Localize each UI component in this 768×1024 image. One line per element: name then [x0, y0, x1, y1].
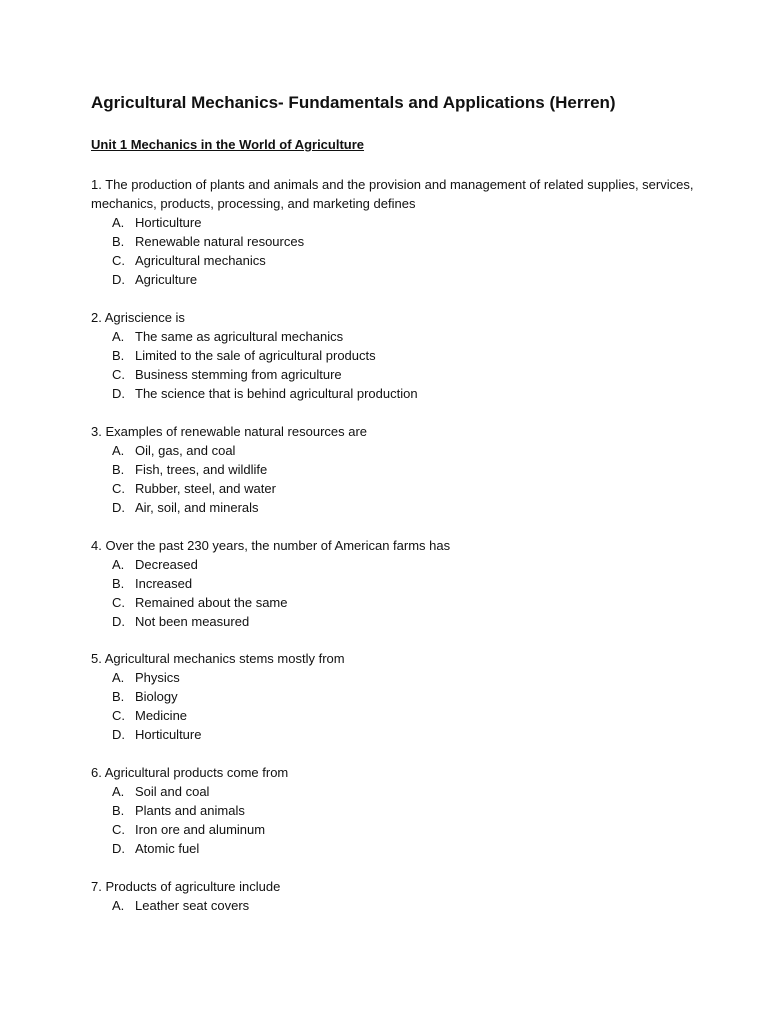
question-stem: 6. Agricultural products come from	[91, 765, 289, 780]
option-text: Limited to the sale of agricultural products	[135, 348, 376, 363]
option-item	[91, 270, 711, 289]
option-letter: C.	[112, 481, 125, 496]
option-letter: B.	[112, 576, 125, 591]
question-item	[91, 175, 711, 289]
option-text: Renewable natural resources	[135, 234, 305, 249]
option-list	[91, 213, 711, 289]
option-text: Biology	[135, 689, 178, 704]
option-text: Rubber, steel, and water	[135, 481, 276, 496]
option-text: Iron ore and aluminum	[135, 822, 266, 837]
option-item	[91, 839, 711, 858]
option-item	[91, 213, 711, 232]
question-item	[91, 649, 711, 744]
option-letter: D.	[112, 386, 125, 401]
question-stem: 1. The production of plants and animals and the provision and management of related supplies, services, mechanics, products, processing, and marketing defines	[91, 177, 694, 211]
option-text: Horticulture	[135, 215, 202, 230]
option-item	[91, 725, 711, 744]
option-list	[91, 668, 711, 744]
option-item	[91, 346, 711, 365]
option-letter: D.	[112, 727, 125, 742]
option-letter: B.	[112, 462, 125, 477]
question-stem: 4. Over the past 230 years, the number of American farms has	[91, 538, 451, 553]
option-letter: D.	[112, 841, 125, 856]
option-text: Not been measured	[135, 614, 250, 629]
option-item	[91, 365, 711, 384]
document-title: Agricultural Mechanics- Fundamentals and Applications (Herren)	[91, 93, 616, 112]
option-text: Atomic fuel	[135, 841, 200, 856]
option-text: Soil and coal	[135, 784, 210, 799]
option-text: Remained about the same	[135, 595, 288, 610]
option-item	[91, 441, 711, 460]
option-letter: D.	[112, 614, 125, 629]
option-letter: C.	[112, 253, 125, 268]
question-item	[91, 536, 711, 631]
option-text: Medicine	[135, 708, 188, 723]
option-item	[91, 801, 711, 820]
option-item	[91, 232, 711, 251]
option-item	[91, 384, 711, 403]
option-text: Oil, gas, and coal	[135, 443, 236, 458]
option-text: Agriculture	[135, 272, 198, 287]
option-text: Leather seat covers	[135, 898, 250, 913]
option-letter: C.	[112, 708, 125, 723]
option-list	[91, 327, 711, 403]
option-list	[91, 555, 711, 631]
option-letter: C.	[112, 822, 125, 837]
option-letter: B.	[112, 234, 125, 249]
question-item	[91, 308, 711, 403]
option-text: The science that is behind agricultural production	[135, 386, 418, 401]
option-item	[91, 460, 711, 479]
option-item	[91, 668, 711, 687]
question-item	[91, 422, 711, 517]
option-letter: A.	[112, 557, 125, 572]
option-letter: C.	[112, 367, 125, 382]
question-stem: 7. Products of agriculture include	[91, 879, 281, 894]
option-item	[91, 574, 711, 593]
option-list	[91, 441, 711, 517]
option-list	[91, 896, 711, 915]
option-item	[91, 479, 711, 498]
unit-heading: Unit 1 Mechanics in the World of Agriculture	[91, 137, 365, 152]
option-item	[91, 593, 711, 612]
option-letter: D.	[112, 500, 125, 515]
option-item	[91, 896, 711, 915]
option-text: Physics	[135, 670, 180, 685]
option-item	[91, 612, 711, 631]
option-text: Fish, trees, and wildlife	[135, 462, 268, 477]
option-text: Air, soil, and minerals	[135, 500, 259, 515]
option-letter: B.	[112, 689, 125, 704]
option-item	[91, 251, 711, 270]
option-letter: A.	[112, 898, 125, 913]
option-list	[91, 782, 711, 858]
option-letter: A.	[112, 784, 125, 799]
option-letter: A.	[112, 329, 125, 344]
option-letter: B.	[112, 803, 125, 818]
question-item	[91, 877, 711, 915]
option-text: Plants and animals	[135, 803, 245, 818]
question-stem: 3. Examples of renewable natural resources are	[91, 424, 368, 439]
option-letter: B.	[112, 348, 125, 363]
option-item	[91, 327, 711, 346]
option-item	[91, 820, 711, 839]
option-item	[91, 555, 711, 574]
option-letter: A.	[112, 215, 125, 230]
option-letter: C.	[112, 595, 125, 610]
option-item	[91, 706, 711, 725]
option-letter: D.	[112, 272, 125, 287]
option-item	[91, 498, 711, 517]
option-text: Business stemming from agriculture	[135, 367, 342, 382]
option-item	[91, 782, 711, 801]
option-item	[91, 687, 711, 706]
option-text: Agricultural mechanics	[135, 253, 266, 268]
question-stem: 2. Agriscience is	[91, 310, 185, 325]
question-item	[91, 763, 711, 858]
option-letter: A.	[112, 670, 125, 685]
option-text: Horticulture	[135, 727, 202, 742]
option-text: Decreased	[135, 557, 198, 572]
option-text: Increased	[135, 576, 193, 591]
option-letter: A.	[112, 443, 125, 458]
question-stem: 5. Agricultural mechanics stems mostly from	[91, 651, 345, 666]
option-text: The same as agricultural mechanics	[135, 329, 344, 344]
